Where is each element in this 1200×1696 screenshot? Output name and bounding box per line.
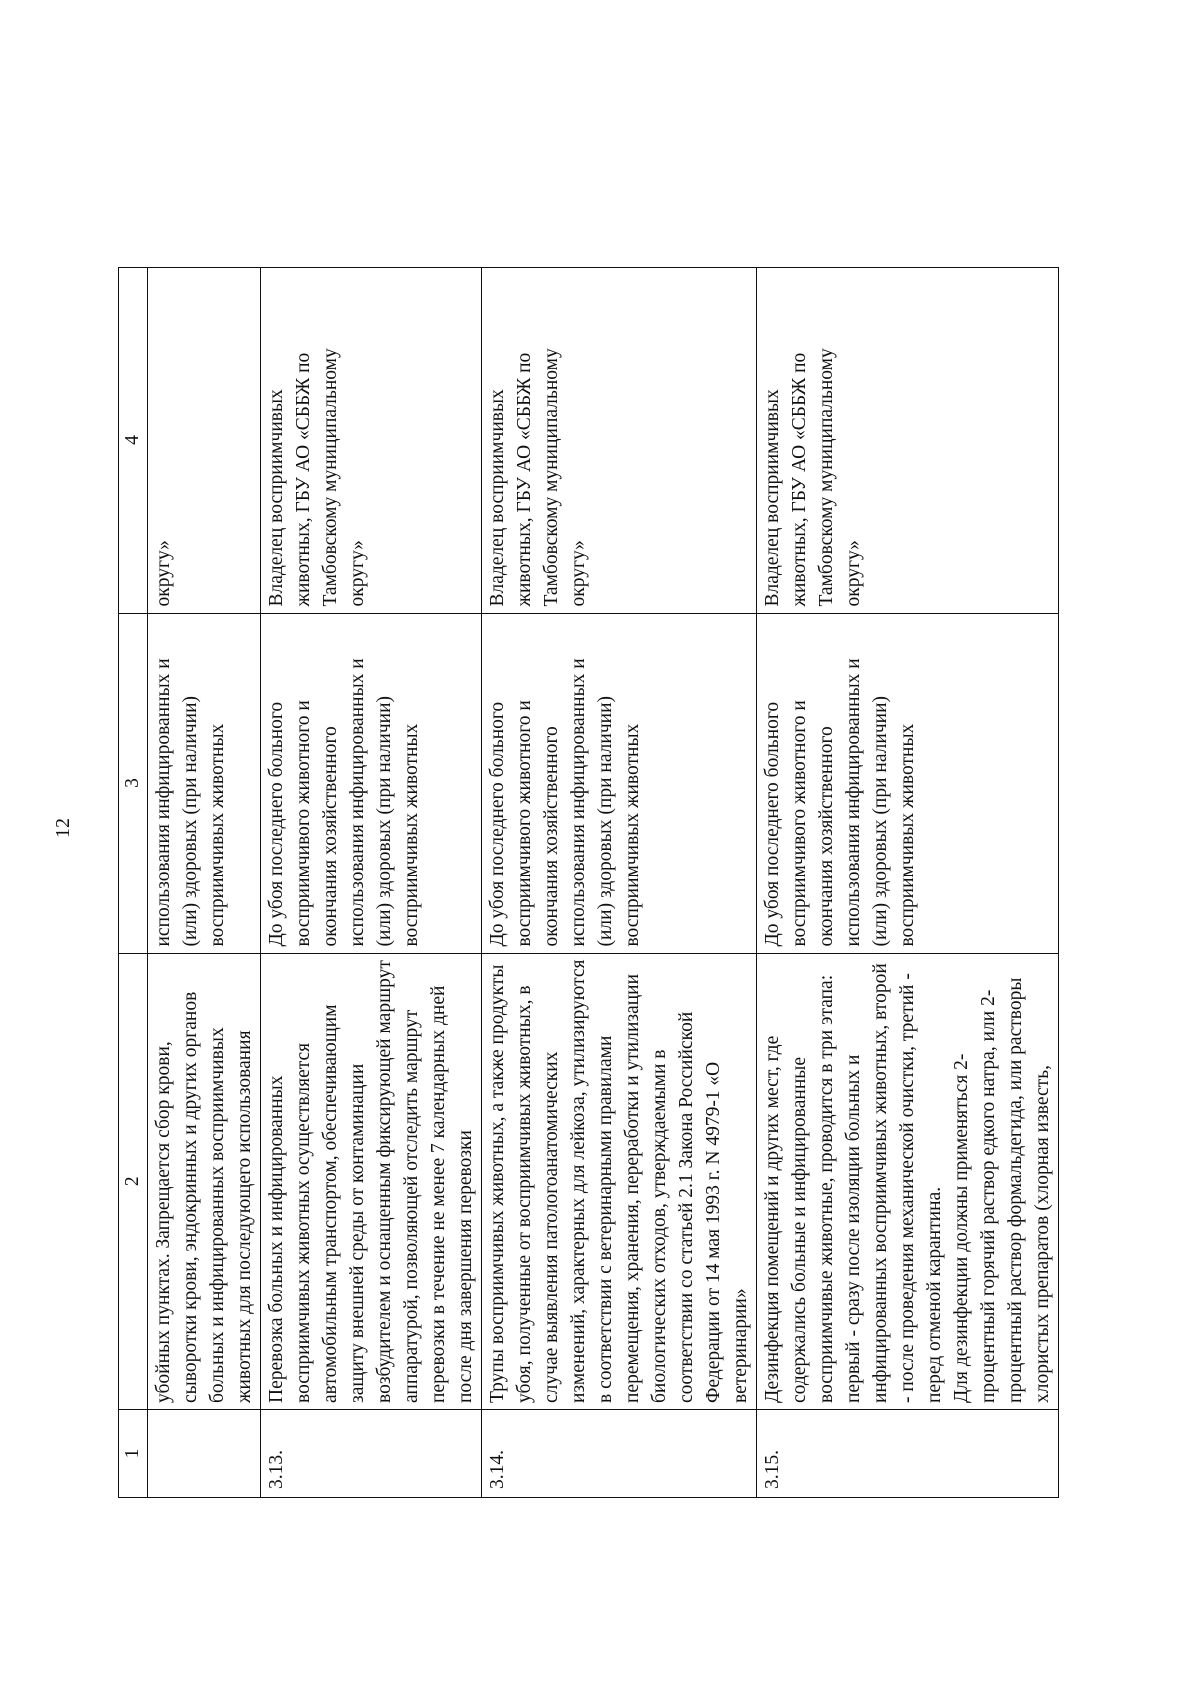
responsible-text-line: Тамбовскому муниципальному [541,348,562,607]
measure-text-line: инфицированных восприимчивых животных, второй [870,963,891,1403]
row-number: 3.13. [261,1410,482,1498]
deadline-text-line: До убоя последнего больного [266,701,287,947]
deadline-text-cell [261,613,482,953]
measure-text-line: возбудителем и оснащенным фиксирующей маршрут [374,960,395,1403]
measures-table [118,267,1059,1498]
responsible-text-line: животных, ГБУ АО «СББЖ по [293,352,314,607]
responsible-text-line: животных, ГБУ АО «СББЖ по [789,352,810,607]
deadline-text-cell [148,613,261,953]
responsible-text-line: округу» [153,540,174,607]
responsible-text-line: Владелец восприимчивых [487,389,508,607]
measure-text-line: биологических отходов, утверждаемыми в [649,1049,670,1403]
deadline-text-line: использования инфицированных и [843,658,864,947]
deadline-text-line: восприимчивых животных [897,723,918,947]
measure-text-line: сыворотки крови, эндокринных и других органов [180,991,201,1403]
responsible-text-line: Тамбовскому муниципальному [320,348,341,607]
measure-text-line: восприимчивых животных осуществляется [293,1042,314,1403]
measure-text-line: перед отменой карантина. [924,1186,945,1403]
deadline-text-line: восприимчивых животных [207,723,228,947]
deadline-text-line: восприимчивых животных [622,723,643,947]
responsible-text-line: Владелец восприимчивых [266,389,287,607]
measure-text-line: аппаратурой, позволяющей отследить маршрут [401,1009,422,1403]
measure-text-cell [148,953,261,1409]
responsible-text-line: округу» [347,540,368,607]
deadline-text-line: окончания хозяйственного [320,726,341,947]
measure-text-line: изменений, характерных для лейкоза, утилизируются [568,959,589,1403]
responsible-text-line: животных, ГБУ АО «СББЖ по [514,352,535,607]
responsible-text-cell [148,267,261,613]
measure-text-line: Трупы восприимчивых животных, а также продукты [487,964,508,1403]
measure-text-line: перевозки в течение не менее 7 календарных дней [428,985,449,1403]
deadline-text-line: окончания хозяйственного [541,726,562,947]
responsible-text-line: округу» [568,540,589,607]
table-row [757,267,1059,1497]
measure-text-line: убойных пунктах. Запрещается сбор крови, [153,1041,174,1403]
table-row [482,267,757,1497]
table-row [148,267,261,1497]
deadline-text-line: использования инфицированных и [568,658,589,947]
responsible-text-line: Владелец восприимчивых [762,389,783,607]
deadline-text-line: окончания хозяйственного [816,726,837,947]
measure-text-line: перемещения, хранения, переработки и утилизации [622,973,643,1403]
measure-text-line: Федерации от 14 мая 1993 г. N 4979-1 «О [703,1061,724,1403]
deadline-text-line: использования инфицированных и [347,658,368,947]
row-number [148,1410,261,1498]
measure-text-line: хлористых препаратов (хлорная известь, [1032,1065,1053,1403]
measure-text-cell [261,953,482,1409]
measure-text-line: восприимчивые животные, проводится в три этапа: [816,974,837,1403]
row-number: 3.14. [482,1410,757,1498]
measure-text-line: первый - сразу после изоляции больных и [843,1054,864,1403]
responsible-text-line: Тамбовскому муниципальному [816,348,837,607]
deadline-text-line: (или) здоровых (при наличии) [595,696,616,947]
measure-text-line: процентный раствор формальдегида, или растворы [1005,977,1026,1403]
header-cell: 1 [119,1410,148,1498]
measure-text-line: после дня завершения перевозки [455,1130,476,1403]
deadline-text-line: (или) здоровых (при наличии) [374,696,395,947]
deadline-text-line: До убоя последнего больного [762,701,783,947]
responsible-text-cell [261,267,482,613]
deadline-text-line: использования инфицированных и [153,658,174,947]
deadline-text-line: До убоя последнего больного [487,701,508,947]
measure-text-cell [757,953,1059,1409]
deadline-text-line: восприимчивых животных [401,723,422,947]
header-cell: 4 [119,267,148,613]
deadline-text-line: восприимчивого животного и [293,700,314,947]
measure-text-line: Перевозка больных и инфицированных [266,1075,287,1403]
measure-text-line: автомобильным транспортом, обеспечивающим [320,1004,341,1403]
header-cell: 3 [119,613,148,953]
responsible-text-cell [757,267,1059,613]
responsible-text-cell [482,267,757,613]
measure-text-line: Дезинфекция помещений и других мест, где [762,1035,783,1403]
header-cell: 2 [119,953,148,1409]
measure-text-line: Для дезинфекции должны применяться 2- [951,1053,972,1403]
measure-text-line: ветеринарии» [730,1288,751,1403]
measure-text-line: соответствии со статьей 2.1 Закона Российской [676,1011,697,1403]
measure-text-line: процентный горячий раствор едкого натра, или 2- [978,989,999,1403]
measure-text-line: убоя, полученные от восприимчивых животных, в [514,985,535,1403]
measure-text-line: в соответствии с ветеринарными правилами [595,1035,616,1403]
deadline-text-line: (или) здоровых (при наличии) [870,696,891,947]
deadline-text-line: (или) здоровых (при наличии) [180,696,201,947]
deadline-text-cell [482,613,757,953]
deadline-text-cell [757,613,1059,953]
measure-text-line: защиту внешней среды от контаминации [347,1063,368,1403]
table-header-row [119,267,148,1497]
row-number: 3.15. [757,1410,1059,1498]
measure-text-line: больных и инфицированных восприимчивых [207,1027,228,1403]
responsible-text-line: округу» [843,540,864,607]
measure-text-line: содержались больные и инфицированные [789,1056,810,1403]
measure-text-line: животных для последующего использования [234,1030,255,1403]
measure-text-cell [482,953,757,1409]
measure-text-line: - после проведения механической очистки, третий - [897,973,918,1403]
page-number: 12 [52,818,74,838]
deadline-text-line: восприимчивого животного и [514,700,535,947]
table-row [261,267,482,1497]
measure-text-line: случае выявления патологоанатомических [541,1051,562,1403]
deadline-text-line: восприимчивого животного и [789,700,810,947]
